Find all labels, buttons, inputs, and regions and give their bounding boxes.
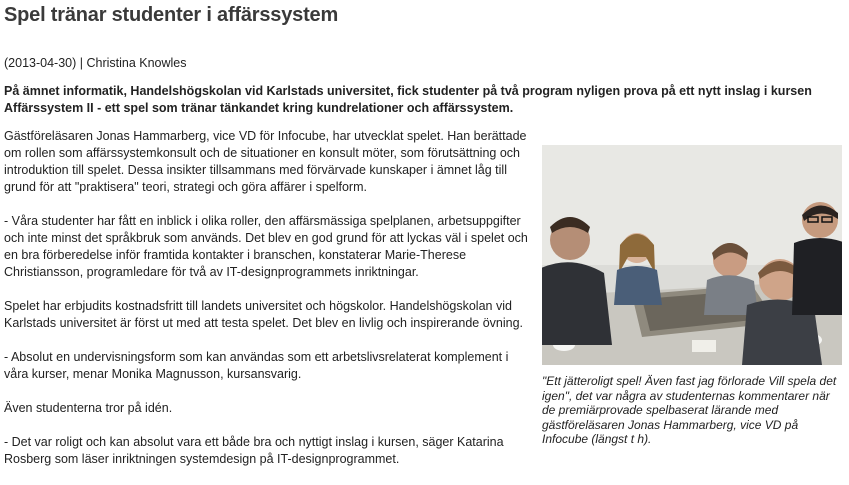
body-paragraph: - Det var roligt och kan absolut vara ett både bra och nyttigt inslag i kursen, säger Katarina Rosberg som läser inriktningen systemdesign på IT-designprogrammet.: [4, 435, 504, 466]
body-paragraph: - Våra studenter har fått en inblick i olika roller, den affärsmässiga spelplanen, arbetsuppgifter och inte minst det språkbruk som används. Det blev en god grund för att lyckas väl i spelet och en bra förberedelse inför framtida kontakter i branschen, konstaterar Marie-Therese Christiansson, programledare för två av IT-designprogrammets inriktningar.: [4, 214, 528, 279]
body-paragraph: Spelet har erbjudits kostnadsfritt till landets universitet och högskolor. Handelshögskolan vid Karlstads universitet är först ut med att testa spelet. Det blev en livlig och inspirerande övning.: [4, 299, 524, 330]
article-figure: [542, 145, 842, 447]
article-title: Spel tränar studenter i affärssystem: [4, 4, 339, 26]
body-paragraph: Även studenterna tror på idén.: [4, 401, 173, 415]
body-paragraph: Gästföreläsaren Jonas Hammarberg, vice VD för Infocube, har utvecklat spelet. Han berättade om rollen som affärssystemkonsult och de situationer en konsult möter, som förutsättning och introduktion till spelet. Dessa insikter tillsammans med förvärvade kunskaper i ämnet låg till grund för att "praktisera" teori, strategi och göra affärer i spelform.: [4, 129, 527, 194]
article-ingress: På ämnet informatik, Handelshögskolan vid Karlstads universitet, fick studenter på två program nyligen prova på ett nytt inslag i kursen Affärssystem II - ett spel som tränar tänkandet kring kundrelationer och affärssystem.: [4, 84, 812, 115]
article-body: [4, 128, 534, 485]
article-meta: (2013-04-30) | Christina Knowles: [4, 56, 187, 70]
article-photo: [542, 145, 842, 365]
body-paragraph: - Absolut en undervisningsform som kan användas som ett arbetslivsrelaterat komplement i våra kurser, menar Monika Magnusson, kursansvarig.: [4, 350, 509, 381]
photo-caption: "Ett jätteroligt spel! Även fast jag förlorade Vill spela det igen", det var några av studenternas kommentarer när de premiärprovade spelbaserat lärande med gästföreläsaren Jonas Hammarberg, vice VD på Infocube (längst t h).: [542, 374, 837, 446]
